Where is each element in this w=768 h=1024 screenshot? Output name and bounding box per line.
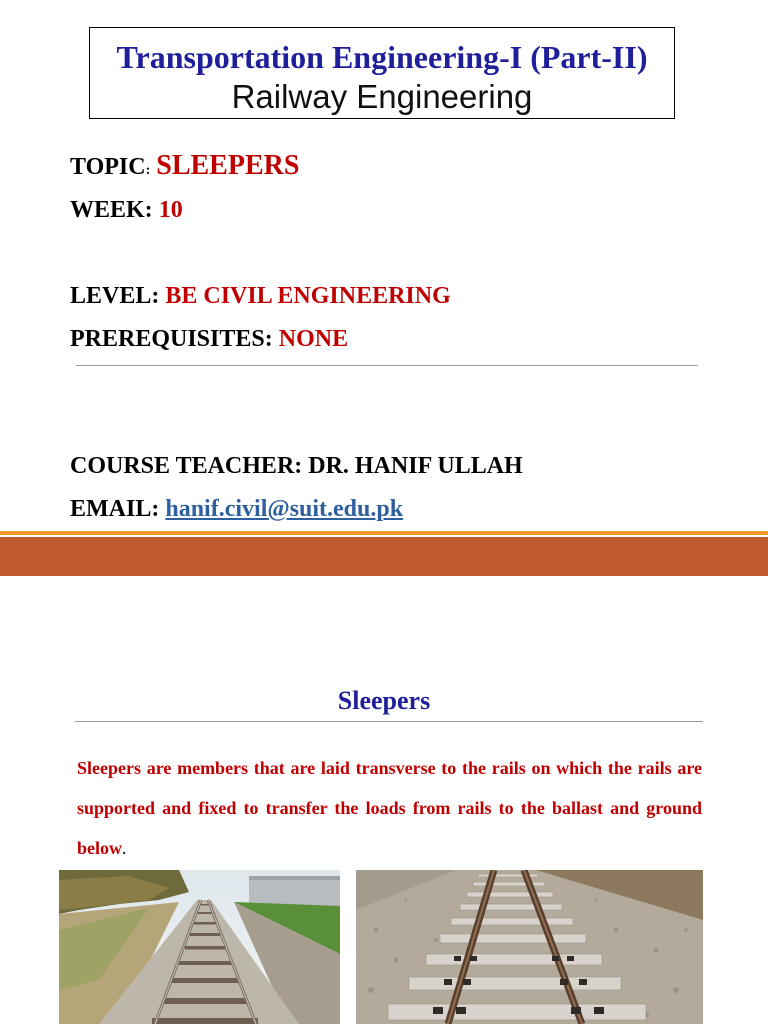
week-value: 10: [158, 197, 183, 223]
level-value: BE CIVIL ENGINEERING: [165, 283, 451, 309]
topic-value: SLEEPERS: [156, 150, 300, 181]
email-line: [70, 496, 403, 523]
concrete-sleepers-photo: [356, 870, 703, 1024]
teacher-line: [70, 453, 523, 480]
title-divider: [75, 721, 703, 722]
teacher-label: COURSE TEACHER:: [70, 453, 303, 479]
divider: [76, 365, 698, 366]
divider-band-main: [0, 537, 768, 576]
teacher-value: DR. HANIF ULLAH: [308, 453, 523, 479]
level-label: LEVEL:: [70, 283, 160, 309]
definition-end: .: [122, 838, 127, 858]
topic-label: TOPIC: [70, 154, 146, 180]
week-label: WEEK:: [70, 197, 153, 223]
topic-colon: :: [145, 163, 151, 178]
definition-body: Sleepers are members that are laid transverse to the rails on which the rails are supported and fixed to transfer the loads from rails to the ballast and ground below: [77, 758, 702, 858]
course-subtitle: Railway Engineering: [231, 78, 533, 115]
level-line: [70, 283, 451, 310]
email-label: EMAIL:: [70, 496, 160, 522]
prereq-line: [70, 326, 348, 353]
prereq-value: NONE: [278, 326, 349, 352]
topic-line: [70, 150, 299, 182]
title-box: [89, 27, 675, 119]
slide-sleepers: [0, 576, 768, 1024]
course-title: Transportation Engineering-I (Part-II): [116, 39, 648, 75]
slide-title: Sleepers: [337, 686, 431, 715]
definition-text: [77, 748, 702, 868]
concrete-sleepers-illustration: [356, 870, 703, 1024]
email-link[interactable]: hanif.civil@suit.edu.pk: [165, 496, 404, 522]
prereq-label: PREREQUISITES:: [70, 326, 273, 352]
week-line: [70, 197, 183, 224]
railway-track-photo: [59, 870, 340, 1024]
railway-track-illustration: [59, 870, 340, 1024]
